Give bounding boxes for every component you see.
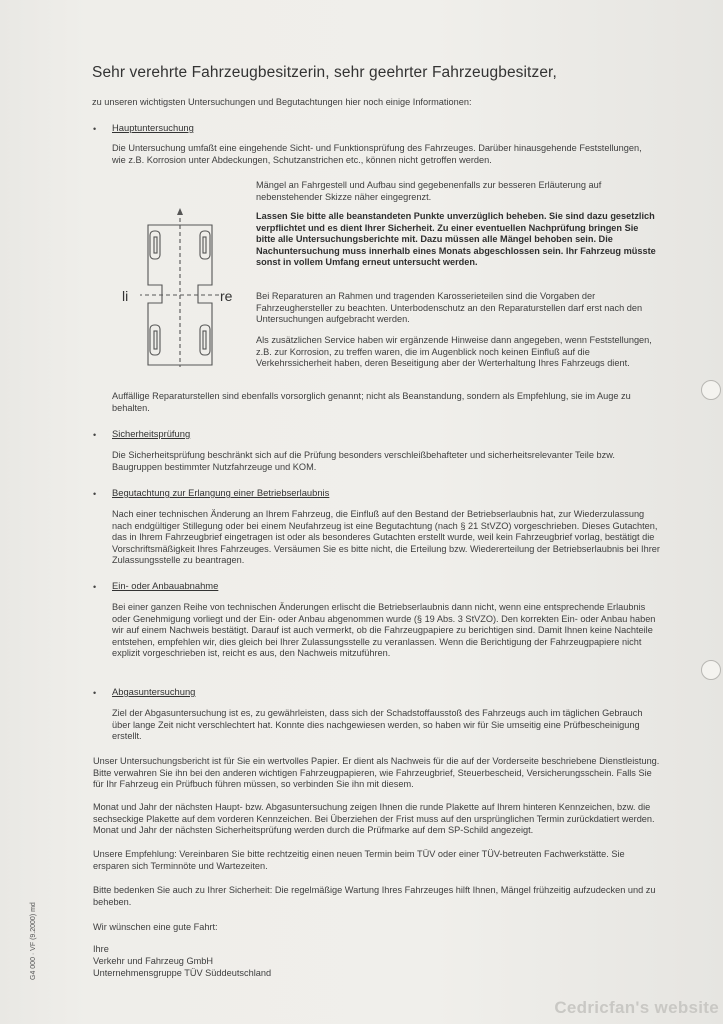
hu-paragraph-4: Als zusätzlichen Service haben wir ergänzende Hinweise dann angegeben, wenn Feststellungen, z.B. zur Korrosion, zu treffen waren, die im Augenblick noch keinen Einfluß auf die Verkehrssicherheit haben, deren Beseitigung aber der Werterhaltung Ihres Fahrzeugs dient. (256, 335, 652, 369)
intro-text: zu unseren wichtigsten Untersuchungen und Begutachtungen hier noch einige Informationen: (92, 97, 472, 107)
signature-line-3: Unternehmensgruppe TÜV Süddeutschland (93, 968, 272, 978)
watermark: Cedricfan's website (554, 998, 719, 1017)
hu-paragraph-3: Bei Reparaturen an Rahmen und tragenden Karosserieteilen sind die Vorgaben der Fahrzeughersteller zu beachten. Unterbodenschutz an den Reparaturstellen darf erst nach den Untersuchungen aufgebracht werden. (256, 291, 643, 325)
form-code: G4 000 · VF (9.2000) md (30, 902, 37, 980)
closing-paragraph-2: Monat und Jahr der nächsten Haupt- bzw. Abgasuntersuchung zeigen Ihnen die runde Plakette auf Ihrem hinteren Kennzeichen, bzw. die sechseckige Plakette auf dem vorderen Kennzeichen. Bei Überziehen der Frist muss auf den ursprünglichen Termin zurückdatiert werden. Monat und Jahr der nächsten Sicherheitsprüfung werden durch die Prüfmarke auf dem SP-Schild angezeigt. (93, 802, 655, 836)
section-heading-betriebserlaubnis: Begutachtung zur Erlangung einer Betriebserlaubnis (112, 487, 330, 498)
sketch-label-right: re (220, 288, 233, 304)
hu-paragraph-5: Auffällige Reparaturstellen sind ebenfalls vorsorglich genannt; nicht als Beanstandung, sondern als Empfehlung, sie im Auge zu behalten. (112, 391, 631, 413)
closing-paragraph-3: Unsere Empfehlung: Vereinbaren Sie bitte rechtzeitig einen neuen Termin beim TÜV oder einer TÜV-betreuten Fachwerkstätte. Sie ersparen sich Terminnöte und Wartezeiten. (93, 849, 625, 871)
section-heading-anbauabnahme: Ein- oder Anbauabnahme (112, 580, 219, 591)
ea-paragraph-1: Bei einer ganzen Reihe von technischen Änderungen erlischt die Betriebserlaubnis dann nicht, wenn eine entsprechende Erlaubnis oder Genehmigung vorliegt und der Ein- oder Anbau abgenommen wurde (§ 19 Abs. 3 StVZO). Den korrekten Ein- oder Anbau haben wir auf einem Nachweis bestätigt. Darauf ist auch vermerkt, ob die Fahrzeugpapiere zu berichtigen sind. Damit Ihnen keine Nachteile entstehen, empfehlen wir, dies gleich bei Ihrer Zulassungsstelle zu veranlassen. Wenn die Berichtigung der Fahrzeugpapiere nicht explizit vorgeschrieben ist, reicht es aus, den Nachweis mitzuführen. (112, 602, 656, 659)
bullet-dot: • (93, 430, 97, 440)
closing-greeting: Wir wünschen eine gute Fahrt: (93, 922, 218, 932)
closing-paragraph-4: Bitte bedenken Sie auch zu Ihrer Sicherheit: Die regelmäßige Wartung Ihres Fahrzeuges hilft Ihnen, Mängel frühzeitig aufzudecken und zu beheben. (93, 885, 656, 907)
be-paragraph-1: Nach einer technischen Änderung an Ihrem Fahrzeug, die Einfluß auf den Bestand der Betriebserlaubnis hat, zur Wiederzulassung nach endgültiger Stillegung oder bei einem Neufahrzeug ist eine Begutachtung (nach § 21 StVZO) vorgeschrieben. Dieses Gutachten, das in Ihrem Fahrzeugbrief eingetragen ist oder als besonderes Gutachten erstellt wurde, weil kein Fahrzeugbrief vorlag, bestätigt die Vorschriftsmäßigkeit Ihres Fahrzeuges. Versäumen Sie es bitte nicht, die Erteilung bzw. Wiedererteilung der Betriebserlaubnis bei Ihrer Zulassungsstelle zu beantragen. (112, 509, 660, 566)
section-heading-sicherheitspruefung: Sicherheitsprüfung (112, 428, 191, 439)
punch-hole-top (701, 380, 721, 400)
chassis-sketch (140, 205, 220, 370)
bullet-dot: • (93, 124, 97, 134)
closing-paragraph-1: Unser Untersuchungsbericht ist für Sie ein wertvolles Papier. Er dient als Nachweis für die auf der Vorderseite beschriebene Dienstleistung. Bitte verwahren Sie ihn bei den anderen wichtigen Fahrzeugpapieren, wie Fahrzeugbrief, Steuerbescheid, Versicherungsschein. Falls Sie für Ihr Fahrzeug ein Prüfbuch führen müssen, so verbinden Sie ihn mit diesem. (93, 756, 660, 790)
section-heading-abgasuntersuchung: Abgasuntersuchung (112, 686, 196, 697)
sp-paragraph-1: Die Sicherheitsprüfung beschränkt sich auf die Prüfung besonders verschleißbehafteter und sicherheitsrelevanter Teile bzw. Baugruppen bestimmter Nutzfahrzeuge und KOM. (112, 450, 615, 472)
hu-paragraph-2: Mängel an Fahrgestell und Aufbau sind gegebenenfalls zur besseren Erläuterung auf nebenstehender Skizze näher eingegrenzt. (256, 180, 602, 202)
bullet-dot: • (93, 489, 97, 499)
hu-bold-notice: Lassen Sie bitte alle beanstandeten Punkte unverzüglich beheben. Sie sind dazu gesetzlich verpflichtet und es dient Ihrer Sicherheit. Zu einer eventuellen Nachprüfung bringen Sie bitte alle Untersuchungsberichte mit. Dazu müssen alle Mängel behoben sein. Die Nachuntersuchung muss innerhalb eines Monats abgeschlossen sein. Ihr Fahrzeug müsste sonst in vollem Umfang erneut untersucht werden. (256, 211, 656, 268)
sketch-label-left: li (122, 288, 129, 304)
page-title: Sehr verehrte Fahrzeugbesitzerin, sehr geehrter Fahrzeugbesitzer, (92, 64, 557, 81)
bullet-dot: • (93, 582, 97, 592)
bullet-dot: • (93, 688, 97, 698)
signature-line-2: Verkehr und Fahrzeug GmbH (93, 956, 214, 966)
au-paragraph-1: Ziel der Abgasuntersuchung ist es, zu gewährleisten, dass sich der Schadstoffausstoß des Fahrzeugs auch im täglichen Gebrauch über lange Zeit nicht verschlechtert hat. Konnte dies nachgewiesen werden, so haben wir für Sie umseitig eine Prüfbescheinigung erstellt. (112, 708, 643, 742)
signature-line-1: Ihre (93, 944, 109, 954)
bleed-through-logo (70, 28, 82, 78)
punch-hole-bottom (701, 660, 721, 680)
section-heading-hauptuntersuchung: Hauptuntersuchung (112, 122, 194, 133)
hu-paragraph-1: Die Untersuchung umfaßt eine eingehende Sicht- und Funktionsprüfung des Fahrzeuges. Darüber hinausgehende Feststellungen, wie z.B. Korrosion unter Abdeckungen, Schutzanstrichen etc., können nicht getroffen werden. (112, 143, 642, 165)
